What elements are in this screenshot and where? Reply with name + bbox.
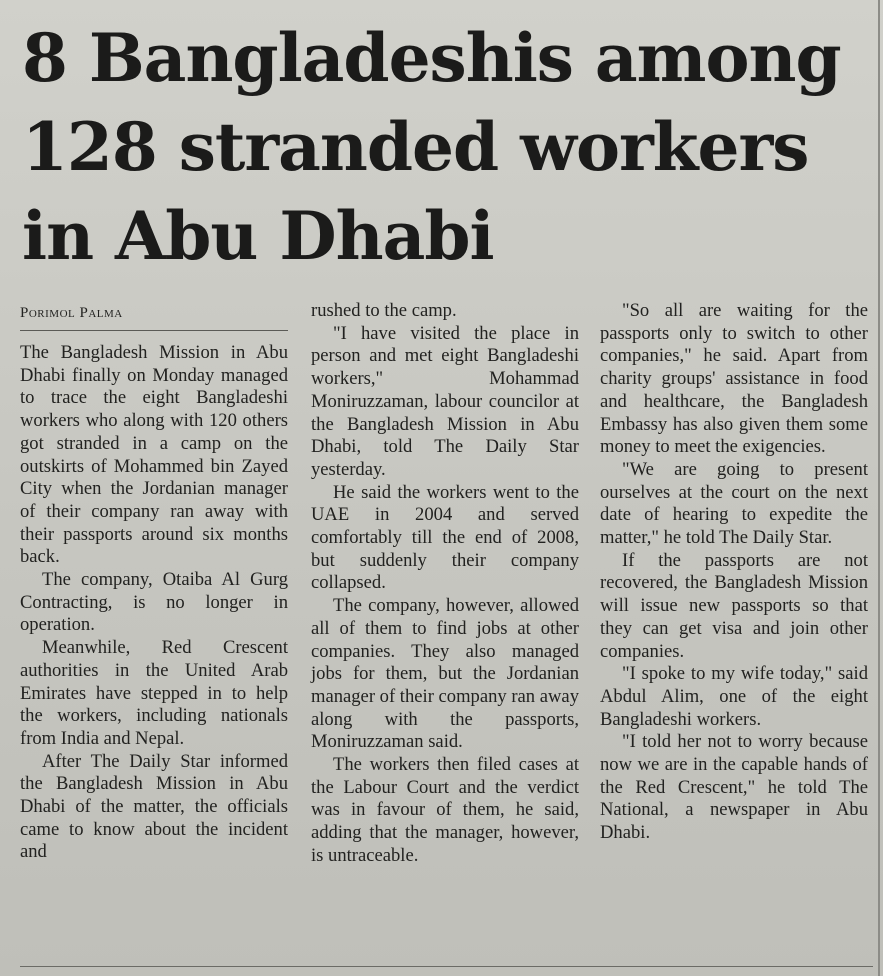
article-column-2 <box>311 300 579 868</box>
paragraph: He said the workers went to the UAE in 2004 and served comfortably till the end of 2008, but suddenly their company collapsed. <box>311 481 579 594</box>
paragraph: The workers then filed cases at the Labour Court and the verdict was in favour of them, he said, adding that the manager, however, is untraceable. <box>311 754 579 866</box>
paragraph: The company, Otaiba Al Gurg Contracting, is no longer in operation. <box>20 569 288 636</box>
paragraph: The Bangladesh Mission in Abu Dhabi finally on Monday managed to trace the eight Bangladeshi workers who along with 120 others got stranded in a camp on the outskirts of Mohammed bin Zayed City when the Jordanian manager of their company ran away with their passports around six months back. <box>20 342 288 568</box>
paragraph: The company, however, allowed all of them to find jobs at other companies. They also managed jobs for them, but the Jordanian manager of their company ran away along with the passports, Moniruzzaman said. <box>311 595 579 753</box>
article-column-3 <box>600 300 868 845</box>
page-edge <box>878 0 880 976</box>
headline-line: in Abu Dhabi <box>22 197 494 275</box>
paragraph: "We are going to present ourselves at the court on the next date of hearing to expedite the matter," he told The Daily Star. <box>600 458 868 549</box>
paragraph: rushed to the camp. <box>311 300 457 321</box>
paragraph: Meanwhile, Red Crescent authorities in the United Arab Emirates have stepped in to help the workers, including nationals from India and Nepal. <box>20 637 288 749</box>
headline <box>22 14 872 281</box>
paragraph: If the passports are not recovered, the Bangladesh Mission will issue new passports so that they can get visa and join other companies. <box>600 549 868 662</box>
headline-line: 128 stranded workers <box>22 108 809 186</box>
paragraph: After The Daily Star informed the Bangladesh Mission in Abu Dhabi of the matter, the officials came to know about the incident and <box>20 750 288 863</box>
headline-line: 8 Bangladeshis among <box>22 19 841 97</box>
paragraph: "I spoke to my wife today," said Abdul Alim, one of the eight Bangladeshi workers. <box>600 663 868 730</box>
bottom-rule <box>20 966 873 967</box>
paragraph: "I have visited the place in person and met eight Bangladeshi workers," Mohammad Moniruzzaman, labour councilor at the Bangladesh Mission in Abu Dhabi, told The Daily Star yesterday. <box>311 322 579 480</box>
article-column-1 <box>20 300 288 864</box>
byline: Porimol Palma <box>20 300 288 331</box>
paragraph: "So all are waiting for the passports only to switch to other companies," he said. Apart from charity groups' assistance in food and healthcare, the Bangladesh Embassy has also given them some money to meet the exigencies. <box>600 300 868 458</box>
paragraph: "I told her not to worry because now we are in the capable hands of the Red Crescent," he told The National, a newspaper in Abu Dhabi. <box>600 731 868 844</box>
